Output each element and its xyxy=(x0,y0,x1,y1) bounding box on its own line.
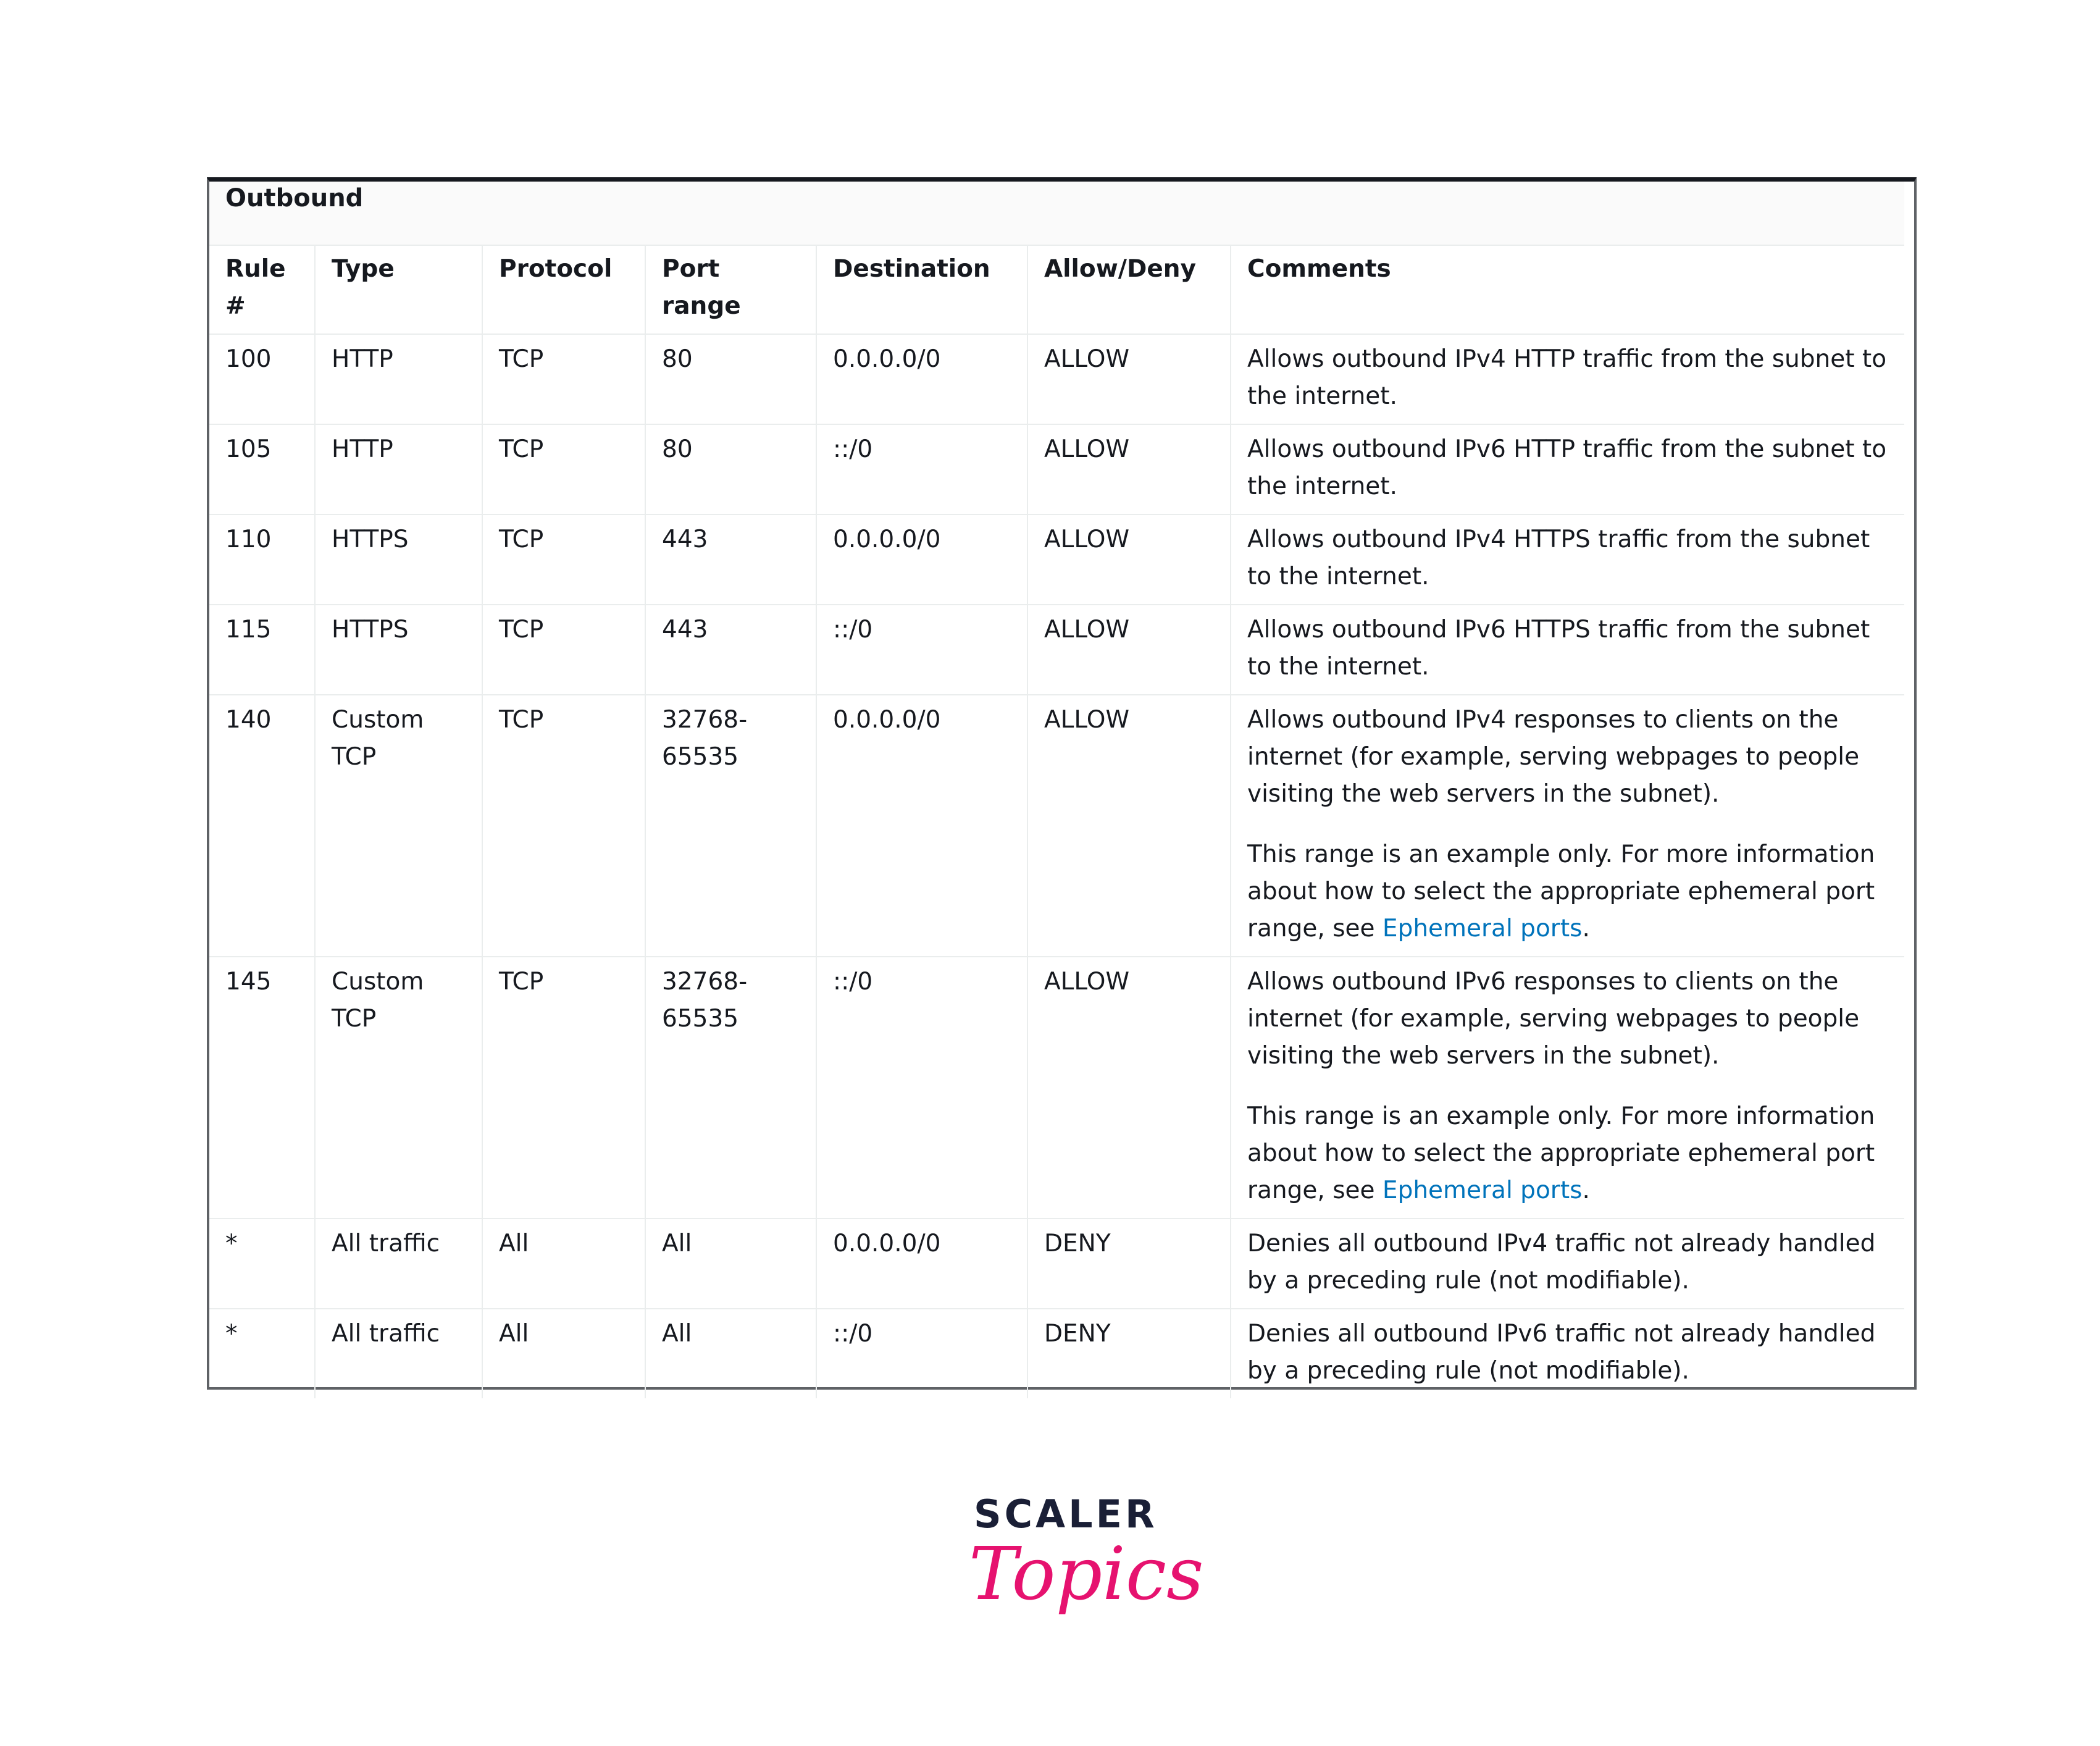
cell-port-range: 32768-65535 xyxy=(645,957,816,1219)
cell-type: All traffic xyxy=(315,1219,482,1309)
comment-text: Allows outbound IPv4 HTTP traffic from the subnet to the internet. xyxy=(1247,345,1887,410)
cell-allow-deny: ALLOW xyxy=(1027,334,1231,424)
header-protocol: Protocol xyxy=(482,246,645,334)
cell-comments xyxy=(1231,514,1904,605)
cell-allow-deny: ALLOW xyxy=(1027,957,1231,1219)
cell-destination: ::/0 xyxy=(816,957,1027,1219)
table-row xyxy=(209,334,1904,424)
cell-port-range: 32768-65535 xyxy=(645,695,816,957)
cell-comments xyxy=(1231,334,1904,424)
comment-note: This range is an example only. For more information about how to select the appropriate ephemeral port range, see Ephemeral ports. xyxy=(1247,1102,1875,1204)
cell-allow-deny: ALLOW xyxy=(1027,514,1231,605)
cell-protocol: TCP xyxy=(482,695,645,957)
cell-rule: 110 xyxy=(209,514,315,605)
header-row xyxy=(209,246,1904,334)
cell-rule: 140 xyxy=(209,695,315,957)
outbound-rules-panel xyxy=(207,177,1917,1390)
cell-allow-deny: ALLOW xyxy=(1027,695,1231,957)
cell-comments xyxy=(1231,1219,1904,1309)
cell-comments xyxy=(1231,424,1904,514)
cell-allow-deny: DENY xyxy=(1027,1219,1231,1309)
cell-allow-deny: ALLOW xyxy=(1027,605,1231,695)
comment-text: Allows outbound IPv4 responses to clients on the internet (for example, serving webpages to people visiting the web servers in the subnet). xyxy=(1247,706,1860,808)
cell-port-range: 443 xyxy=(645,605,816,695)
cell-comments xyxy=(1231,695,1904,957)
scaler-topics-logo xyxy=(966,1492,1204,1652)
cell-port-range: All xyxy=(645,1219,816,1309)
cell-protocol: TCP xyxy=(482,514,645,605)
cell-type: HTTPS xyxy=(315,514,482,605)
cell-destination: ::/0 xyxy=(816,424,1027,514)
comment-text: Allows outbound IPv4 HTTPS traffic from the subnet to the internet. xyxy=(1247,526,1870,590)
header-rule: Rule # xyxy=(209,246,315,334)
cell-type: HTTP xyxy=(315,424,482,514)
table-row xyxy=(209,1309,1904,1398)
cell-rule: 105 xyxy=(209,424,315,514)
cell-destination: ::/0 xyxy=(816,1309,1027,1398)
cell-port-range: 80 xyxy=(645,424,816,514)
table-row xyxy=(209,957,1904,1219)
cell-port-range: 80 xyxy=(645,334,816,424)
cell-destination: 0.0.0.0/0 xyxy=(816,514,1027,605)
comment-text: Allows outbound IPv6 HTTP traffic from the subnet to the internet. xyxy=(1247,435,1887,500)
cell-rule: 100 xyxy=(209,334,315,424)
ephemeral-ports-link[interactable]: Ephemeral ports xyxy=(1382,915,1583,942)
cell-port-range: 443 xyxy=(645,514,816,605)
cell-allow-deny: DENY xyxy=(1027,1309,1231,1398)
cell-protocol: TCP xyxy=(482,424,645,514)
note-text: This range is an example only. For more information about how to select the appropriate ephemeral port range, see xyxy=(1247,841,1875,942)
table-row xyxy=(209,514,1904,605)
cell-type: HTTP xyxy=(315,334,482,424)
comment-text: Denies all outbound IPv4 traffic not already handled by a preceding rule (not modifiable). xyxy=(1247,1230,1876,1295)
cell-port-range: All xyxy=(645,1309,816,1398)
comment-note: This range is an example only. For more information about how to select the appropriate ephemeral port range, see Ephemeral ports. xyxy=(1247,841,1875,942)
note-text: This range is an example only. For more information about how to select the appropriate ephemeral port range, see xyxy=(1247,1102,1875,1204)
cell-type: Custom TCP xyxy=(315,695,482,957)
cell-comments xyxy=(1231,1309,1904,1398)
table-row xyxy=(209,605,1904,695)
cell-protocol: TCP xyxy=(482,957,645,1219)
table-row xyxy=(209,1219,1904,1309)
cell-destination: 0.0.0.0/0 xyxy=(816,695,1027,957)
logo-topics-script xyxy=(966,1531,1204,1648)
cell-rule: * xyxy=(209,1309,315,1398)
logo-scaler-text: SCALER xyxy=(974,1492,1158,1537)
cell-type: HTTPS xyxy=(315,605,482,695)
cell-rule: 115 xyxy=(209,605,315,695)
cell-destination: 0.0.0.0/0 xyxy=(816,1219,1027,1309)
header-comments: Comments xyxy=(1231,246,1904,334)
comment-text: Allows outbound IPv6 responses to clients on the internet (for example, serving webpages to people visiting the web servers in the subnet). xyxy=(1247,968,1860,1070)
comment-text: Denies all outbound IPv6 traffic not already handled by a preceding rule (not modifiable). xyxy=(1247,1320,1876,1385)
cell-rule: * xyxy=(209,1219,315,1309)
cell-allow-deny: ALLOW xyxy=(1027,424,1231,514)
ephemeral-ports-link[interactable]: Ephemeral ports xyxy=(1382,1177,1583,1204)
header-destination: Destination xyxy=(816,246,1027,334)
cell-destination: ::/0 xyxy=(816,605,1027,695)
cell-protocol: TCP xyxy=(482,605,645,695)
table-row xyxy=(209,424,1904,514)
cell-protocol: TCP xyxy=(482,334,645,424)
cell-comments xyxy=(1231,605,1904,695)
cell-rule: 145 xyxy=(209,957,315,1219)
comment-text: Allows outbound IPv6 HTTPS traffic from the subnet to the internet. xyxy=(1247,616,1870,681)
header-type: Type xyxy=(315,246,482,334)
table-caption: Outbound xyxy=(209,182,1904,246)
cell-comments xyxy=(1231,957,1904,1219)
outbound-rules-table xyxy=(209,246,1904,1398)
header-allow-deny: Allow/Deny xyxy=(1027,246,1231,334)
cell-protocol: All xyxy=(482,1219,645,1309)
table-row xyxy=(209,695,1904,957)
header-port-range: Port range xyxy=(645,246,816,334)
logo-topics-text: Topics xyxy=(969,1531,1204,1616)
cell-type: Custom TCP xyxy=(315,957,482,1219)
cell-destination: 0.0.0.0/0 xyxy=(816,334,1027,424)
cell-type: All traffic xyxy=(315,1309,482,1398)
cell-protocol: All xyxy=(482,1309,645,1398)
